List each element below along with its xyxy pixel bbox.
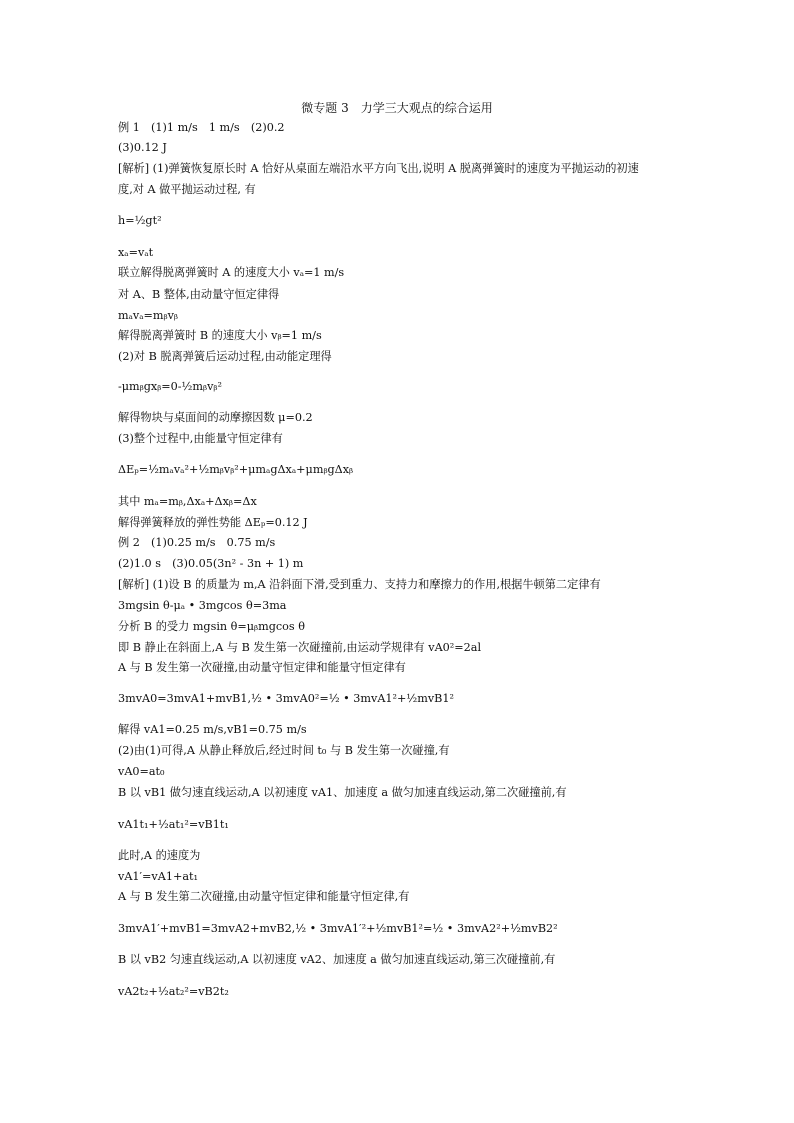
analysis-line: 对 A、B 整体,由动量守恒定律得	[118, 288, 280, 301]
equation-line: 3mvA1′+mvB1=3mvA2+mvB2,½ • 3mvA1′²+½mvB1²=½ • 3mvA2²+½mvB2²	[118, 922, 558, 935]
answer-line: (2)1.0 s (3)0.05(3n² - 3n + 1) m	[118, 557, 304, 570]
analysis-line: 分析 B 的受力 mgsin θ=μᵦmgcos θ	[118, 620, 305, 633]
analysis-line: B 以 vB1 做匀速直线运动,A 以初速度 vA1、加速度 a 做匀加速直线运动,第二次碰撞前,有	[118, 786, 567, 799]
equation-line: -μmᵦgxᵦ=0-½mᵦvᵦ²	[118, 380, 222, 393]
equation-line: vA1t₁+½at₁²=vB1t₁	[118, 818, 229, 831]
analysis-line: 即 B 静止在斜面上,A 与 B 发生第一次碰撞前,由运动学规律有 vA0²=2al	[118, 641, 482, 654]
answer-line: (3)0.12 J	[118, 141, 167, 154]
answer-line: 例 1 (1)1 m/s 1 m/s (2)0.2	[118, 121, 285, 134]
analysis-line: 解得脱离弹簧时 B 的速度大小 vᵦ=1 m/s	[118, 329, 322, 342]
analysis-line: (2)由(1)可得,A 从静止释放后,经过时间 t₀ 与 B 发生第一次碰撞,有	[118, 744, 450, 757]
equation-line: 其中 mₐ=mᵦ,Δxₐ+Δxᵦ=Δx	[118, 495, 257, 508]
equation-line: mₐvₐ=mᵦvᵦ	[118, 309, 179, 322]
analysis-line: [解析] (1)弹簧恢复原长时 A 恰好从桌面左端沿水平方向飞出,说明 A 脱离弹簧时的速度为平抛运动的初速	[118, 162, 639, 175]
analysis-line: 度,对 A 做平抛运动过程, 有	[118, 183, 256, 196]
analysis-line: 解得 vA1=0.25 m/s,vB1=0.75 m/s	[118, 723, 307, 736]
equation-line: vA2t₂+½at₂²=vB2t₂	[118, 985, 229, 998]
equation-line: ΔEₚ=½mₐvₐ²+½mᵦvᵦ²+μmₐgΔxₐ+μmᵦgΔxᵦ	[118, 463, 354, 476]
analysis-line: B 以 vB2 匀速直线运动,A 以初速度 vA2、加速度 a 做匀加速直线运动,第三次碰撞前,有	[118, 953, 556, 966]
analysis-line: (3)整个过程中,由能量守恒定律有	[118, 432, 283, 445]
equation-line: 3mvA0=3mvA1+mvB1,½ • 3mvA0²=½ • 3mvA1²+½mvB1²	[118, 692, 454, 705]
analysis-line: 解得物块与桌面间的动摩擦因数 μ=0.2	[118, 411, 313, 424]
answer-line: 例 2 (1)0.25 m/s 0.75 m/s	[118, 536, 276, 549]
analysis-line: (2)对 B 脱离弹簧后运动过程,由动能定理得	[118, 350, 332, 363]
analysis-line: 解得弹簧释放的弹性势能 ΔEₚ=0.12 J	[118, 516, 308, 529]
analysis-line: A 与 B 发生第一次碰撞,由动量守恒定律和能量守恒定律有	[118, 661, 406, 674]
equation-line: h=½gt²	[118, 214, 162, 227]
page-title: 微专题 3 力学三大观点的综合运用	[301, 101, 493, 115]
analysis-line: 联立解得脱离弹簧时 A 的速度大小 vₐ=1 m/s	[118, 266, 345, 279]
analysis-line: [解析] (1)设 B 的质量为 m,A 沿斜面下滑,受到重力、支持力和摩擦力的作用,根据牛顿第二定律有	[118, 578, 601, 591]
analysis-line: 此时,A 的速度为	[118, 849, 201, 862]
equation-line: vA0=at₀	[118, 765, 165, 778]
equation-line: 3mgsin θ-μₐ • 3mgcos θ=3ma	[118, 599, 287, 612]
analysis-line: A 与 B 发生第二次碰撞,由动量守恒定律和能量守恒定律,有	[118, 890, 410, 903]
equation-line: xₐ=vₐt	[118, 246, 154, 259]
equation-line: vA1′=vA1+at₁	[118, 870, 198, 883]
